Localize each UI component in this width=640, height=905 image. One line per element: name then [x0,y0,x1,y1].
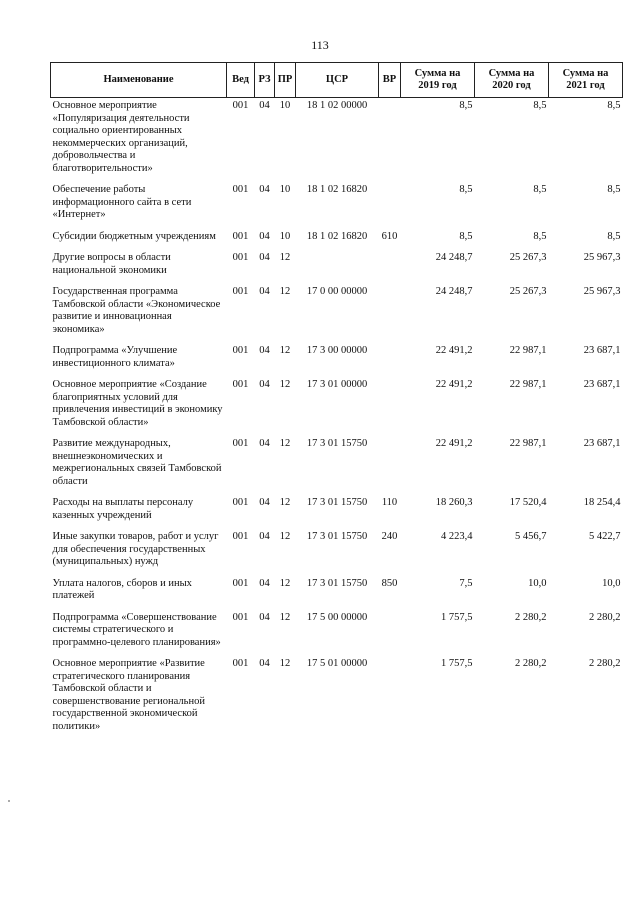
header-sum-2021: Сумма на 2021 год [549,63,623,98]
cell-sum-2019: 4 223,4 [441,531,473,542]
cell-vr [379,377,401,436]
header-ved: Вед [227,63,255,98]
cell-ved: 001 [232,230,249,242]
cell-sum-2020: 17 520,4 [509,497,547,508]
cell-ved: 001 [232,577,249,589]
cell-sum-2021: 8,5 [607,184,621,195]
cell-ved: 001 [232,184,249,195]
table-header-row [51,63,623,98]
cell-sum-2020: 22 987,1 [509,345,547,356]
cell-vr [379,343,401,377]
cell-csr [296,250,379,284]
cell-vr: 240 [381,531,398,542]
table-row [51,436,623,495]
cell-sum-2020: 25 267,3 [509,286,547,297]
cell-sum-2021: 23 687,1 [583,345,621,356]
cell-rz: 04 [259,100,270,111]
cell-ved: 001 [232,345,249,356]
cell-name: Другие вопросы в области национальной экономики [52,252,171,276]
cell-name: Подпрограмма «Совершенствование системы стратегического и программно-целевого планирования» [52,611,221,648]
cell-csr: 17 3 01 00000 [306,379,368,390]
cell-sum-2019: 24 248,7 [435,252,473,263]
cell-pr: 12 [279,611,291,623]
cell-sum-2019: 8,5 [459,230,473,242]
cell-sum-2021: 23 687,1 [583,379,621,390]
cell-name: Обеспечение работы информационного сайта в сети «Интернет» [52,184,192,220]
cell-name: Государственная программа Тамбовской области «Экономическое развитие и инновационная экономика» [52,286,221,335]
cell-name: Уплата налогов, сборов и иных платежей [52,577,192,601]
cell-ved: 001 [232,286,249,297]
header-pr: ПР [275,63,296,98]
cell-csr: 17 3 01 15750 [306,497,368,508]
cell-vr: 610 [381,230,398,242]
cell-sum-2021: 2 280,2 [589,658,621,669]
cell-rz: 04 [259,611,270,623]
cell-name: Основное мероприятие «Создание благоприятных условий для привлечения инвестиций в экономику Тамбовской области» [52,379,223,428]
cell-ved: 001 [232,379,249,390]
cell-sum-2021: 18 254,4 [583,497,621,508]
cell-vr [379,98,401,183]
cell-pr: 10 [279,230,291,242]
cell-sum-2020: 25 267,3 [509,252,547,263]
header-csr: ЦСР [296,63,379,98]
cell-csr: 18 1 02 16820 [306,184,368,195]
cell-name: Субсидии бюджетным учреждениям [52,230,216,242]
cell-csr: 17 5 01 00000 [306,658,368,669]
table-row [51,98,623,183]
cell-pr: 10 [279,100,291,111]
cell-sum-2021: 25 967,3 [583,252,621,263]
table-row [51,610,623,657]
cell-csr: 18 1 02 00000 [306,100,368,111]
table-row [51,284,623,343]
cell-rz: 04 [259,379,270,390]
cell-vr [379,250,401,284]
cell-name: Иные закупки товаров, работ и услуг для обеспечения государственных (муниципальных) нужд [52,531,219,567]
cell-sum-2020: 22 987,1 [509,438,547,449]
cell-csr: 17 0 00 00000 [306,286,368,297]
cell-pr: 12 [279,497,291,508]
cell-sum-2019: 8,5 [459,100,473,111]
table-row [51,495,623,529]
cell-pr: 12 [279,531,291,542]
cell-sum-2020: 2 280,2 [515,658,547,669]
cell-ved: 001 [232,611,249,623]
table-row [51,343,623,377]
table-row [51,529,623,576]
cell-pr: 12 [279,345,291,356]
header-sum-2019: Сумма на 2019 год [401,63,475,98]
cell-sum-2020: 5 456,7 [515,531,547,542]
table-row [51,229,623,251]
header-rz: РЗ [255,63,275,98]
cell-pr: 12 [279,438,291,449]
cell-sum-2019: 1 757,5 [441,611,473,623]
cell-sum-2021: 25 967,3 [583,286,621,297]
cell-rz: 04 [259,184,270,195]
cell-name: Основное мероприятие «Популяризация деятельности социально ориентированных некоммерческих организаций, добровольчества и благотворительности» [52,100,190,174]
cell-rz: 04 [259,286,270,297]
cell-vr [379,610,401,657]
header-sum-2020: Сумма на 2020 год [475,63,549,98]
cell-sum-2021: 10,0 [602,577,621,589]
cell-ved: 001 [232,658,249,669]
cell-sum-2021: 23 687,1 [583,438,621,449]
cell-sum-2019: 22 491,2 [435,438,473,449]
cell-sum-2021: 8,5 [607,230,621,242]
scan-speck [8,800,10,802]
cell-sum-2020: 2 280,2 [515,611,547,623]
table-row [51,250,623,284]
cell-sum-2021: 2 280,2 [589,611,621,623]
cell-ved: 001 [232,497,249,508]
cell-name: Основное мероприятие «Развитие стратегического планирования Тамбовской области и совершенствование региональной государственной экономической политики» [52,658,205,732]
cell-pr: 12 [279,577,291,589]
header-vr: ВР [379,63,401,98]
cell-pr: 12 [279,252,291,263]
cell-rz: 04 [259,252,270,263]
cell-csr: 17 3 01 15750 [306,577,368,589]
budget-table [50,62,623,740]
cell-csr: 18 1 02 16820 [306,230,368,242]
cell-rz: 04 [259,577,270,589]
cell-sum-2019: 22 491,2 [435,379,473,390]
page-number: 113 [311,38,329,52]
cell-sum-2019: 7,5 [459,577,473,589]
cell-csr: 17 3 00 00000 [306,345,368,356]
cell-sum-2020: 22 987,1 [509,379,547,390]
cell-csr: 17 3 01 15750 [306,531,368,542]
cell-rz: 04 [259,531,270,542]
cell-rz: 04 [259,230,270,242]
cell-name: Развитие международных, внешнеэкономических и межрегиональных связей Тамбовской области [52,438,222,487]
cell-rz: 04 [259,497,270,508]
cell-vr: 850 [381,577,398,589]
cell-name: Подпрограмма «Улучшение инвестиционного климата» [52,345,178,369]
cell-ved: 001 [232,438,249,449]
table-row [51,377,623,436]
cell-sum-2021: 8,5 [607,100,621,111]
cell-pr: 12 [279,286,291,297]
cell-sum-2019: 1 757,5 [441,658,473,669]
cell-pr: 10 [279,184,291,195]
cell-sum-2021: 5 422,7 [589,531,621,542]
cell-vr [379,182,401,229]
cell-ved: 001 [232,531,249,542]
cell-pr: 12 [279,379,291,390]
cell-sum-2020: 10,0 [528,577,547,589]
cell-vr [379,656,401,740]
cell-sum-2020: 8,5 [533,184,547,195]
cell-sum-2019: 24 248,7 [435,286,473,297]
cell-vr: 110 [381,497,398,508]
table-body [51,98,623,741]
cell-csr: 17 3 01 15750 [306,438,368,449]
cell-sum-2019: 22 491,2 [435,345,473,356]
cell-sum-2019: 8,5 [459,184,473,195]
cell-rz: 04 [259,658,270,669]
cell-csr: 17 5 00 00000 [306,611,368,623]
cell-name: Расходы на выплаты персоналу казенных учреждений [52,497,194,521]
cell-rz: 04 [259,345,270,356]
header-name: Наименование [51,63,227,98]
table-row [51,656,623,740]
cell-ved: 001 [232,252,249,263]
cell-vr [379,436,401,495]
table-row [51,576,623,610]
cell-vr [379,284,401,343]
cell-sum-2020: 8,5 [533,230,547,242]
cell-rz: 04 [259,438,270,449]
cell-sum-2020: 8,5 [533,100,547,111]
cell-ved: 001 [232,100,249,111]
table-row [51,182,623,229]
cell-sum-2019: 18 260,3 [435,497,473,508]
cell-pr: 12 [279,658,291,669]
